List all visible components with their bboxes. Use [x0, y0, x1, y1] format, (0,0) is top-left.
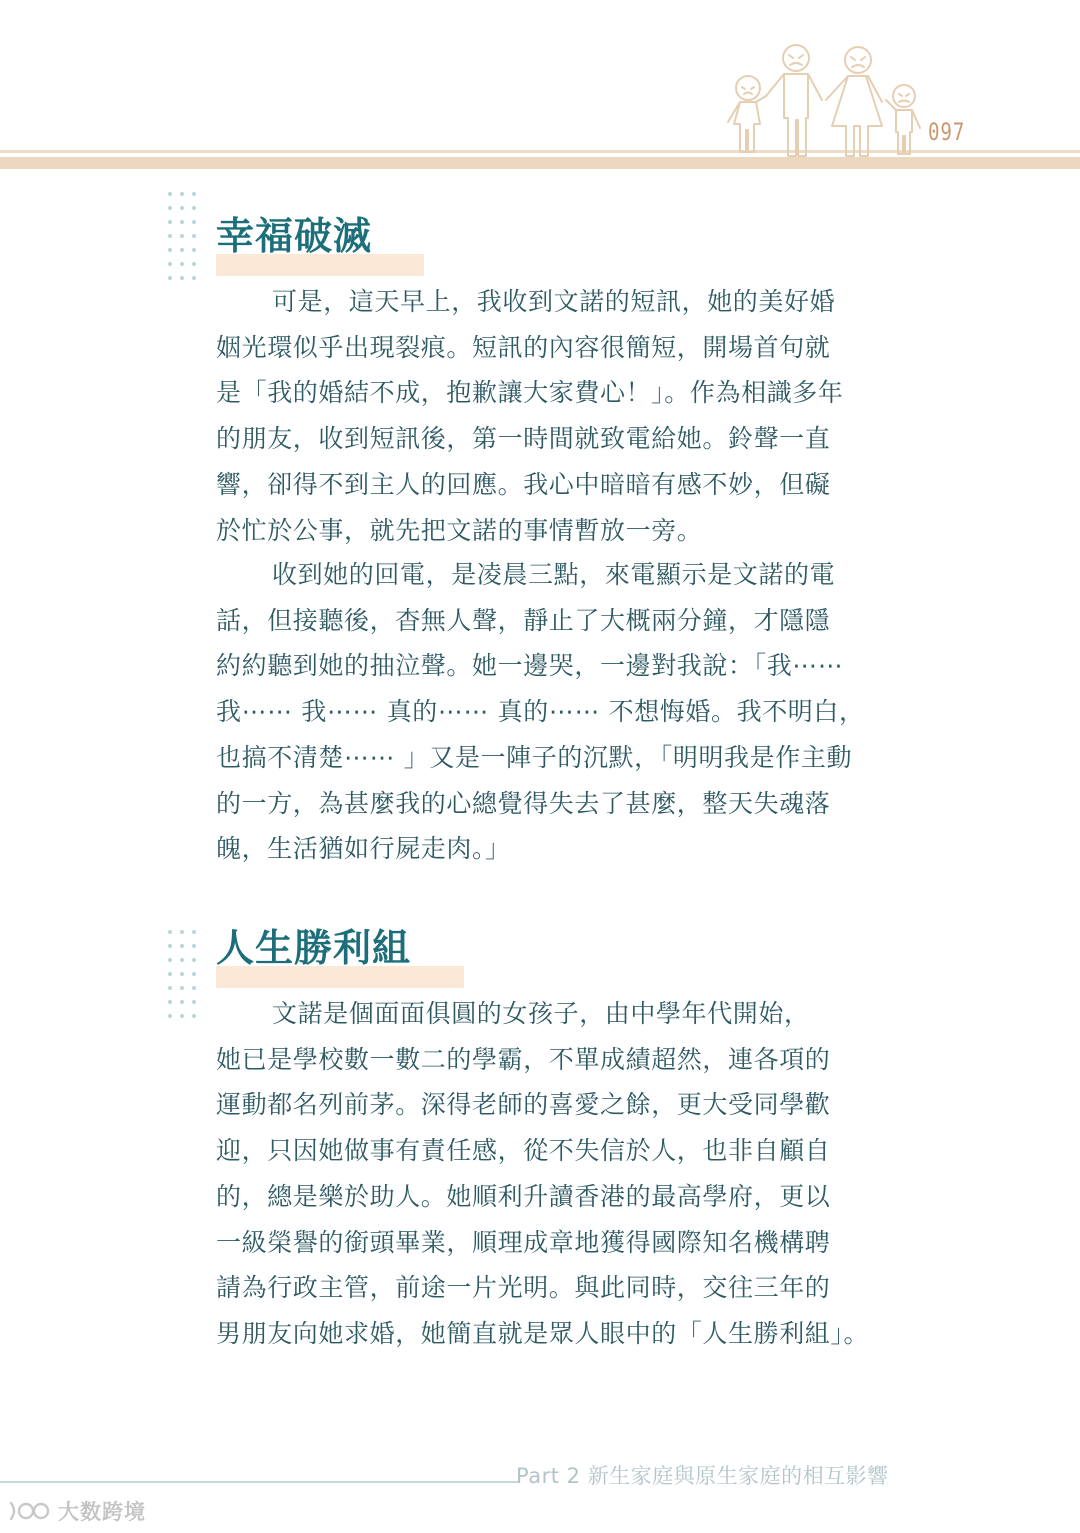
- text-line: 迎，只因她做事有責任感，從不失信於人，也非自顧自: [216, 1136, 831, 1166]
- family-icon: [718, 38, 928, 158]
- decorative-dots: [168, 930, 202, 1022]
- chapter-title: 新生家庭與原生家庭的相互影響: [587, 1464, 889, 1488]
- text-line: 的朋友，收到短訊後，第一時間就致電給她。鈴聲一直: [216, 424, 831, 454]
- decorative-dots: [168, 192, 202, 284]
- text-line: 話，但接聽後，杳無人聲，靜止了大概兩分鐘，才隱隱: [216, 605, 831, 635]
- text-line: 響，卻得不到主人的回應。我心中暗暗有感不妙，但礙: [216, 469, 831, 499]
- text-line: 的一方，為甚麼我的心總覺得失去了甚麼，整天失魂落: [216, 788, 831, 818]
- text-line: 是「我的婚結不成，抱歉讓大家費心！」。作為相識多年: [216, 378, 844, 408]
- section-title-1: [216, 206, 372, 266]
- text-line: 姻光環似乎出現裂痕。短訊的內容很簡短，開場首句就: [216, 332, 831, 362]
- paragraph: [216, 279, 906, 553]
- page-number: 097: [928, 118, 966, 146]
- text-line: 我⋯⋯ 我⋯⋯ 真的⋯⋯ 真的⋯⋯ 不想悔婚。我不明白，: [216, 697, 865, 727]
- watermark-text: 大数跨境: [58, 1500, 146, 1524]
- text-line: 也搞不清楚⋯⋯ 」又是一陣子的沉默，「明明我是作主動: [216, 742, 853, 772]
- text-line: 文諾是個面面俱圓的女孩子，由中學年代開始，: [272, 999, 810, 1028]
- text-line: 一級榮譽的銜頭畢業，順理成章地獲得國際知名機構聘: [216, 1227, 831, 1257]
- text-line: 可是，這天早上，我收到文諾的短訊，她的美好婚: [272, 287, 836, 316]
- text-line: 收到她的回電，是凌晨三點，來電顯示是文諾的電: [272, 560, 836, 589]
- part-label: Part 2: [516, 1464, 581, 1488]
- text-line: 約約聽到她的抽泣聲。她一邊哭，一邊對我說：「我⋯⋯: [216, 651, 844, 681]
- paragraph: [216, 552, 906, 872]
- text-line: 魄，生活猶如行屍走肉。」: [216, 834, 511, 864]
- watermark: [8, 1496, 146, 1526]
- section-title-2: [216, 918, 411, 978]
- section-heading: 幸福破滅: [216, 214, 373, 258]
- text-line: 男朋友向她求婚，她簡直就是眾人眼中的「人生勝利組」。: [216, 1318, 870, 1348]
- running-footer: [516, 1460, 889, 1490]
- text-line: 請為行政主管，前途一片光明。與此同時，交往三年的: [216, 1273, 831, 1303]
- text-line: 的，總是樂於助人。她順利升讀香港的最高學府，更以: [216, 1181, 831, 1211]
- footer-rule: [0, 1481, 520, 1483]
- text-line: 於忙於公事，就先把文諾的事情暫放一旁。: [216, 515, 703, 545]
- text-line: 她已是學校數一數二的學霸，不單成績超然，連各項的: [216, 1044, 831, 1074]
- logo-icon: [8, 1499, 52, 1523]
- section-heading: 人生勝利組: [216, 926, 412, 970]
- paragraph: [216, 991, 906, 1357]
- header-rule-thick: [0, 157, 1080, 169]
- text-line: 運動都名列前茅。深得老師的喜愛之餘，更大受同學歡: [216, 1090, 831, 1120]
